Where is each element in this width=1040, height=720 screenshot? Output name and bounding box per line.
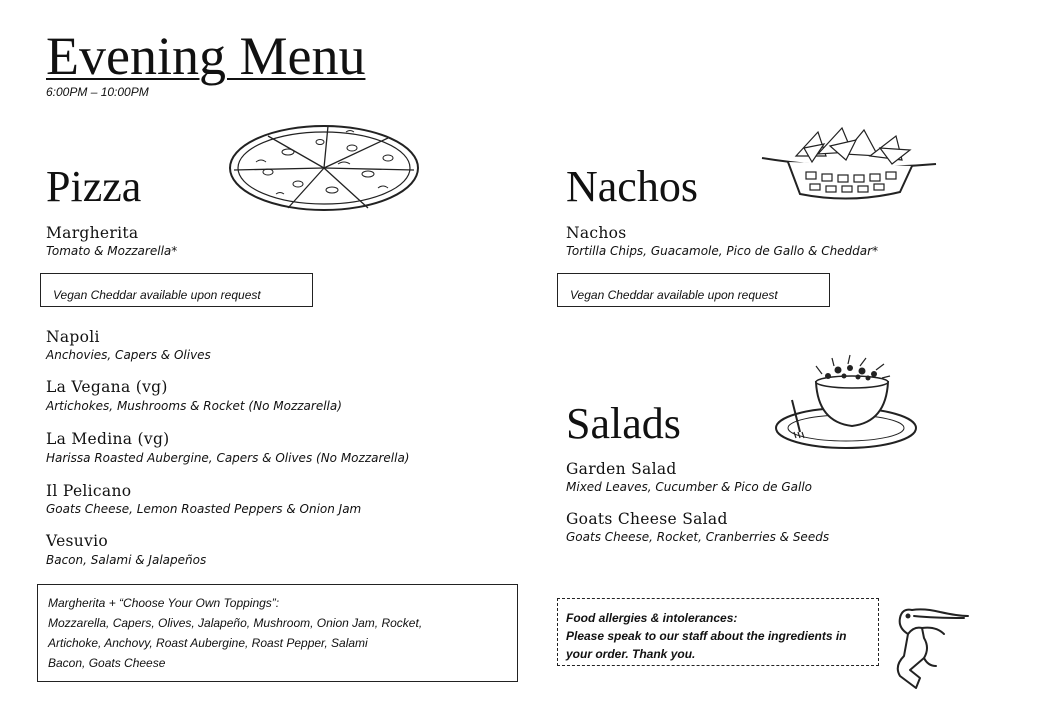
salads-item-name: Garden Salad <box>566 460 677 478</box>
allergy-title: Food allergies & intolerances: <box>566 611 738 625</box>
toppings-title: Margherita + “Choose Your Own Toppings”: <box>48 596 280 610</box>
opening-hours: 6:00PM – 10:00PM <box>46 85 149 99</box>
toppings-list: Bacon, Goats Cheese <box>48 656 166 670</box>
salad-illustration <box>764 340 924 472</box>
allergy-text: your order. Thank you. <box>566 647 696 661</box>
nachos-vegan-note: Vegan Cheddar available upon request <box>557 273 830 307</box>
pizza-item-name: Il Pelicano <box>46 482 132 500</box>
pizza-item-desc: Anchovies, Capers & Olives <box>46 348 211 362</box>
salads-item-desc: Goats Cheese, Rocket, Cranberries & Seeds <box>566 530 830 544</box>
pizza-item-name: Vesuvio <box>46 532 109 550</box>
allergy-notice <box>557 598 879 666</box>
nachos-item-name: Nachos <box>566 224 627 242</box>
salads-item-name: Goats Cheese Salad <box>566 510 728 528</box>
pelican-logo-icon <box>884 604 970 694</box>
pizza-illustration <box>228 124 420 212</box>
pizza-item-desc: Bacon, Salami & Jalapeños <box>46 553 207 567</box>
salads-heading: Salads <box>566 399 681 448</box>
nachos-heading: Nachos <box>566 162 698 211</box>
pizza-item-desc: Artichokes, Mushrooms & Rocket (No Mozzarella) <box>46 399 342 413</box>
allergy-text: Please speak to our staff about the ingredients in <box>566 629 847 643</box>
pizza-vegan-note: Vegan Cheddar available upon request <box>40 273 313 307</box>
nachos-item-desc: Tortilla Chips, Guacamole, Pico de Gallo & Cheddar* <box>566 244 879 258</box>
pizza-heading: Pizza <box>46 162 142 211</box>
pizza-item-name: La Vegana (vg) <box>46 378 168 396</box>
nachos-illustration <box>760 126 938 202</box>
page-title: Evening Menu <box>46 26 366 86</box>
pizza-item-desc: Goats Cheese, Lemon Roasted Peppers & Onion Jam <box>46 502 362 516</box>
salads-item-desc: Mixed Leaves, Cucumber & Pico de Gallo <box>566 480 812 494</box>
pizza-item-name: Napoli <box>46 328 100 346</box>
toppings-box <box>37 584 518 682</box>
pizza-item-name: Margherita <box>46 224 139 242</box>
pizza-item-desc: Tomato & Mozzarella* <box>46 244 178 258</box>
pizza-item-desc: Harissa Roasted Aubergine, Capers & Olives (No Mozzarella) <box>46 451 410 465</box>
toppings-list: Mozzarella, Capers, Olives, Jalapeño, Mushroom, Onion Jam, Rocket, <box>48 616 423 630</box>
toppings-list: Artichoke, Anchovy, Roast Aubergine, Roast Pepper, Salami <box>48 636 368 650</box>
pizza-item-name: La Medina (vg) <box>46 430 170 448</box>
